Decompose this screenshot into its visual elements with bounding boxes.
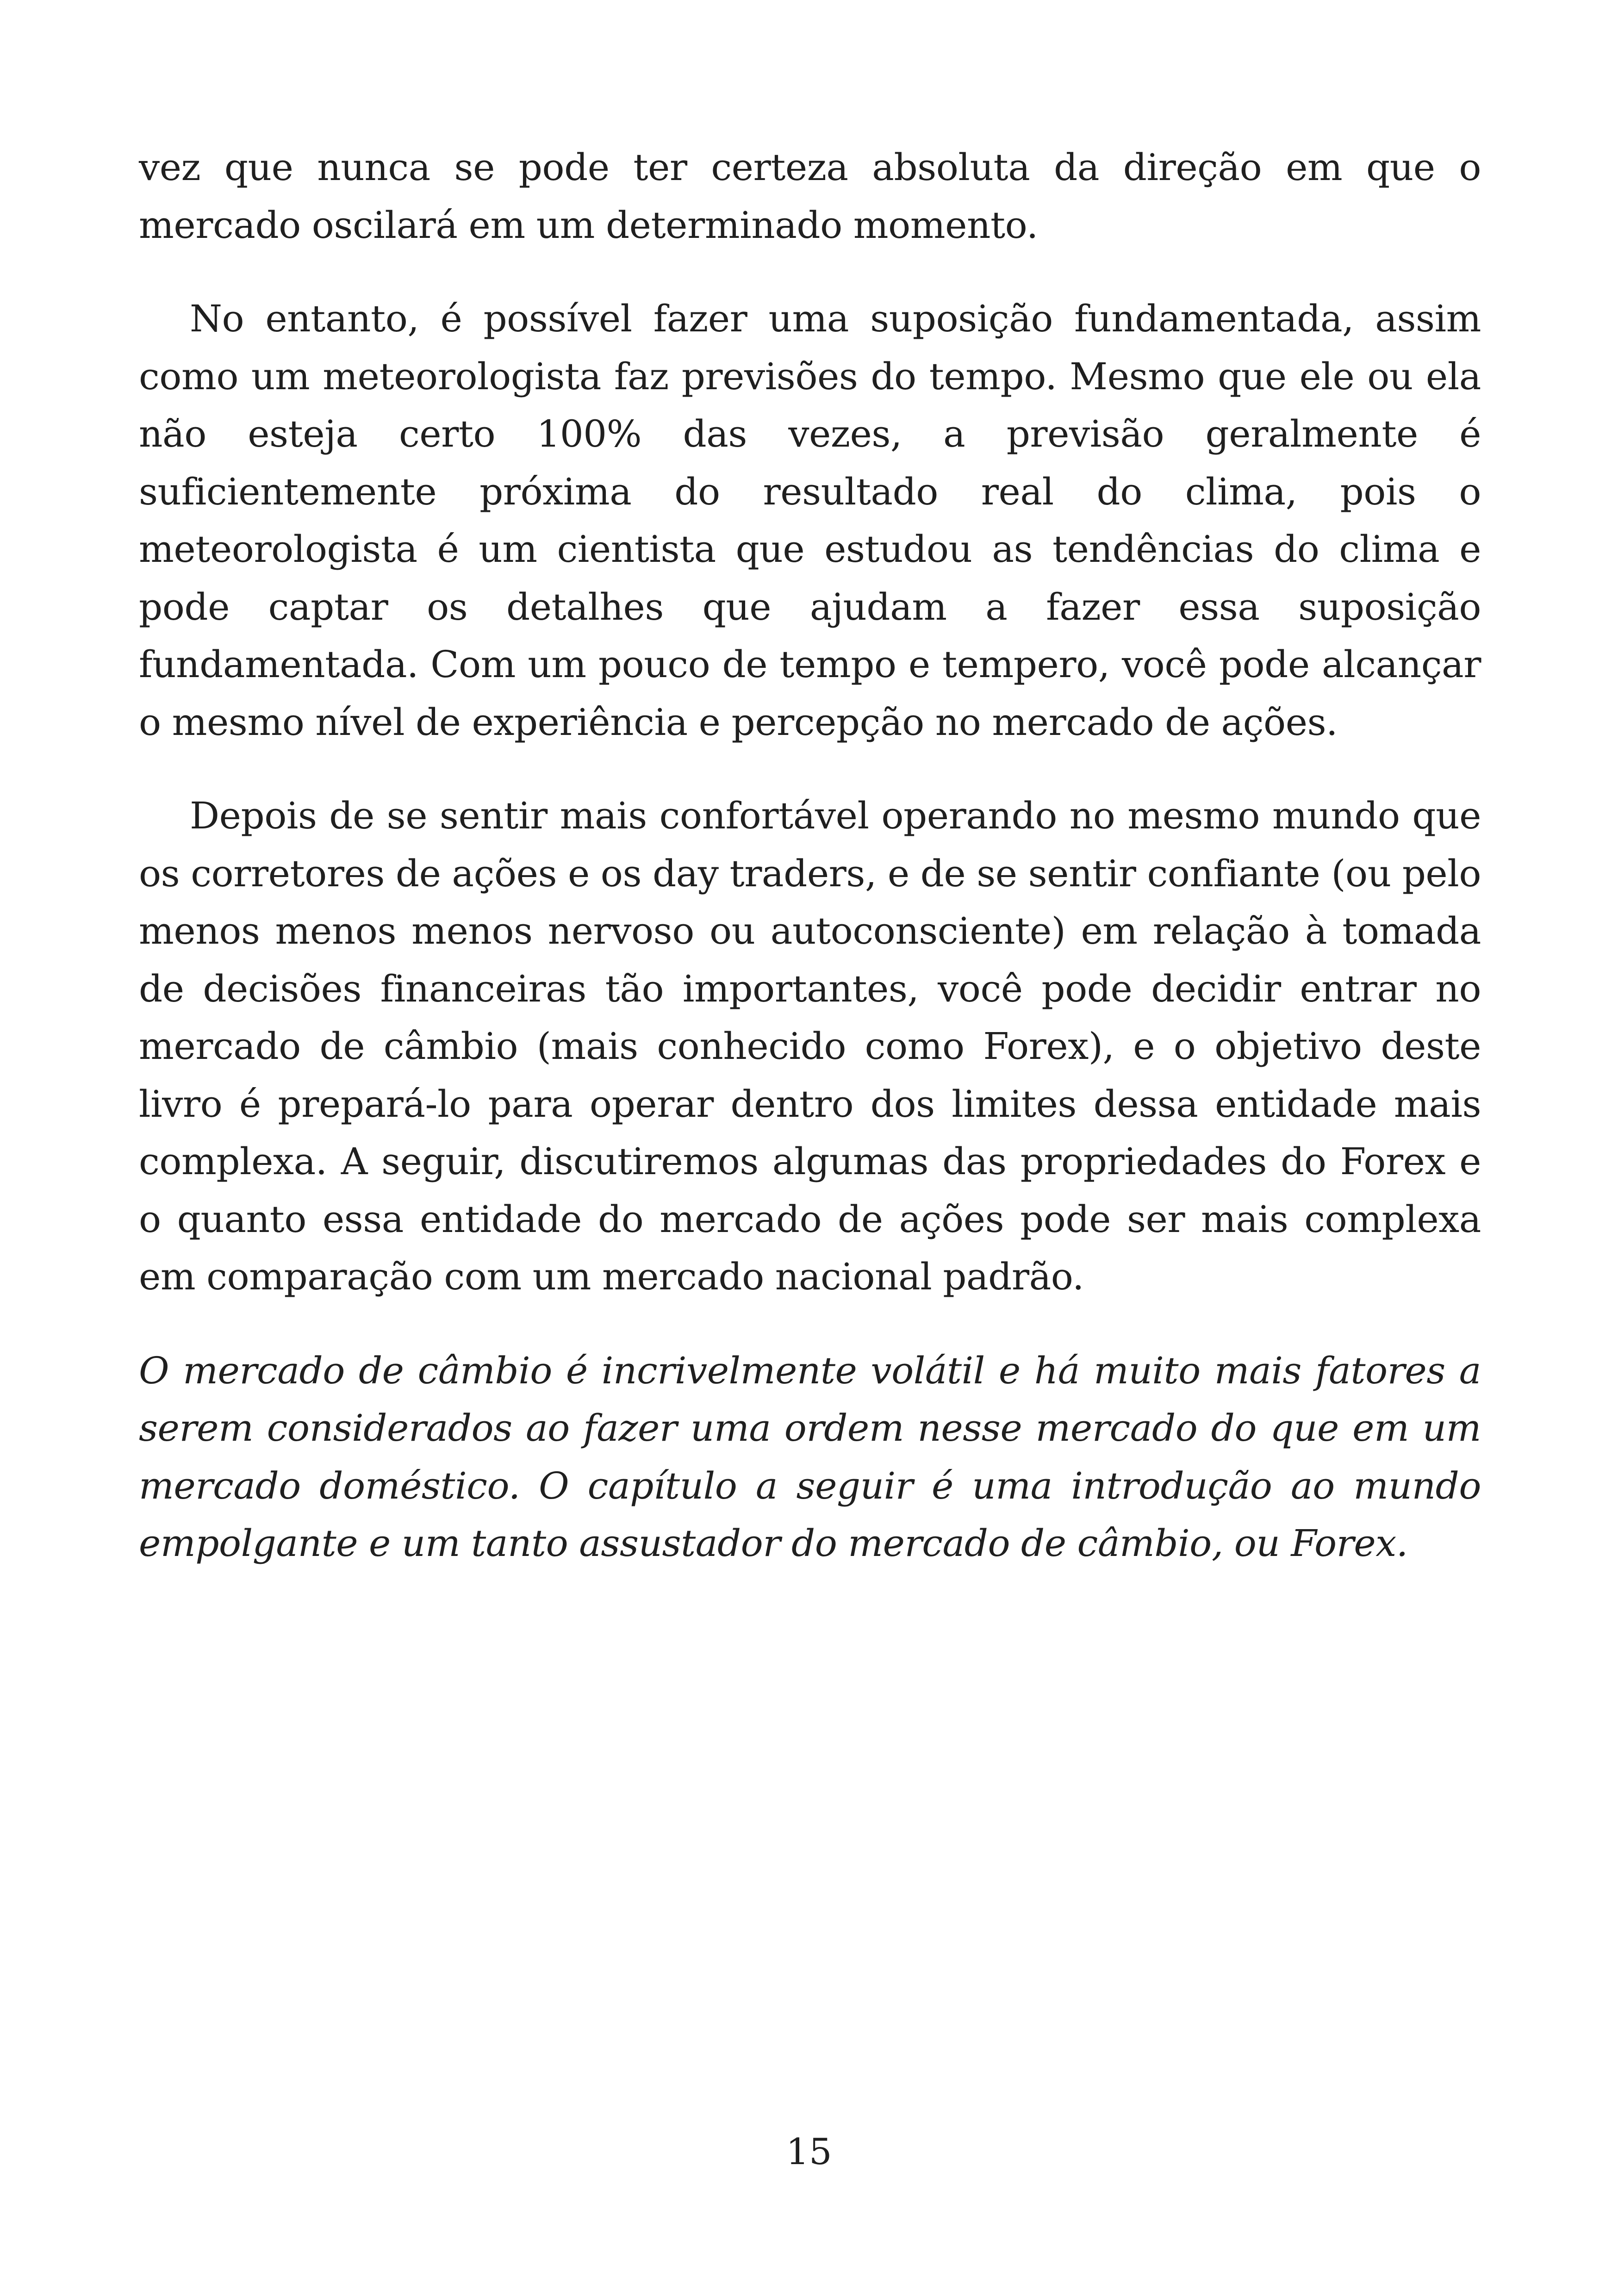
paragraph-spacer xyxy=(139,751,1481,787)
page-body xyxy=(139,139,1481,1573)
paragraph-spacer xyxy=(139,254,1481,290)
paragraph-forex-intro: Depois de se sentir mais confortável operando no mesmo mundo que os corretores de ações e os day traders, e de se sentir confiante (ou pelo menos menos menos nervoso ou autoconsciente) em relação à tomada de decisões financeiras tão importantes, você pode decidir entrar no mercado de câmbio (mais conhecido como Forex), e o objetivo deste livro é prepará-lo para operar dentro dos limites dessa entidade mais complexa. A seguir, discutiremos algumas das propriedades do Forex e o quanto essa entidade do mercado de ações pode ser mais complexa em comparação com um mercado nacional padrão. xyxy=(139,794,1481,1298)
page-number: 15 xyxy=(786,2131,832,2173)
paragraph-spacer xyxy=(139,1306,1481,1342)
paragraph-chapter-summary: O mercado de câmbio é incrivelmente volátil e há muito mais fatores a serem considerados ao fazer uma ordem nesse mercado do que em um mercado doméstico. O capítulo a seguir é uma introdução ao mundo empolgante e um tanto assustador do mercado de câmbio, ou Forex. xyxy=(139,1349,1481,1565)
paragraph-weather-analogy: No entanto, é possível fazer uma suposição fundamentada, assim como um meteorologista faz previsões do tempo. Mesmo que ele ou ela não esteja certo 100% das vezes, a previsão geralmente é suficientemente próxima do resultado real do clima, pois o meteorologista é um cientista que estudou as tendências do clima e pode captar os detalhes que ajudam a fazer essa suposição fundamentada. Com um pouco de tempo e tempero, você pode alcançar o mesmo nível de experiência e percepção no mercado de ações. xyxy=(139,297,1481,744)
paragraph-continuation: vez que nunca se pode ter certeza absoluta da direção em que o mercado oscilará em um determinado momento. xyxy=(139,146,1481,247)
